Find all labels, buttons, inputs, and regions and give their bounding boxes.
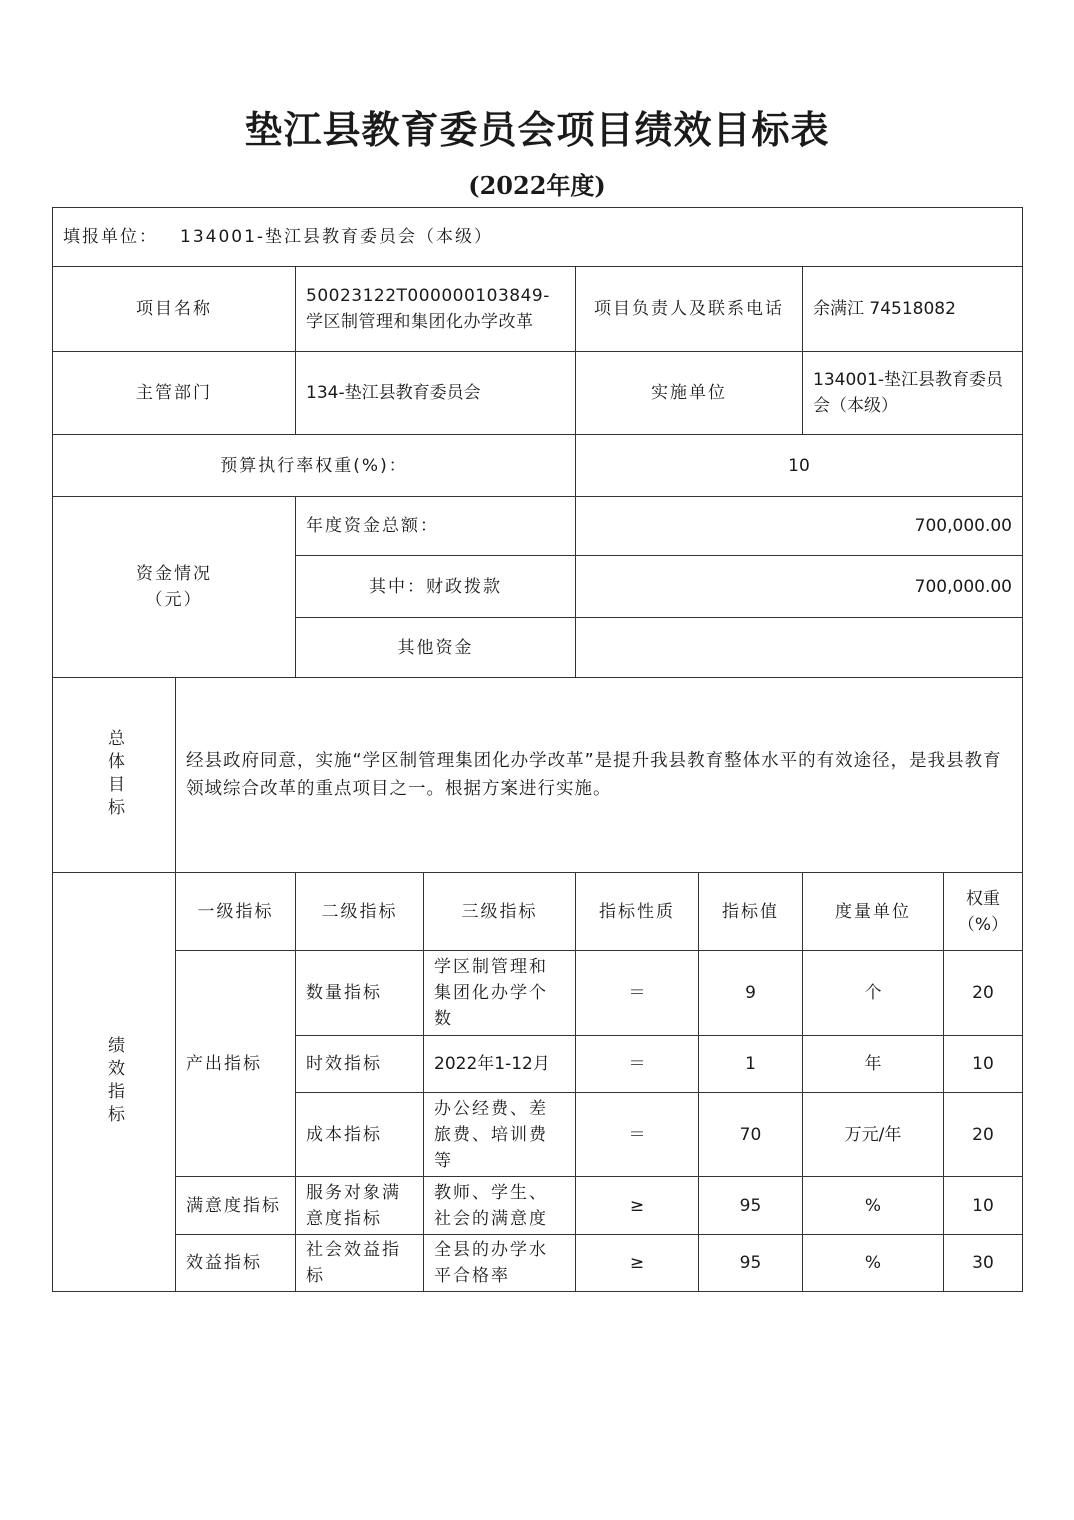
level1-satisfaction: 满意度指标 — [175, 1176, 296, 1235]
funds-label: 资金情况（元） — [52, 496, 296, 678]
table-row-0-level2: 数量指标 — [295, 950, 424, 1036]
table-row-2-nature: ＝ — [575, 1092, 699, 1177]
funds-other-value — [575, 617, 1023, 678]
dept-value: 134-垫江县教育委员会 — [295, 351, 576, 435]
impl-label: 实施单位 — [575, 351, 803, 435]
table-row-3-value: 95 — [698, 1176, 803, 1235]
funds-total-label: 年度资金总额： — [295, 496, 576, 556]
indicators-label: 绩效指标 — [104, 1036, 124, 1128]
table-row-2-unit: 万元/年 — [802, 1092, 944, 1177]
funds-other-label: 其他资金 — [295, 617, 576, 678]
fill-unit-value: 134001-垫江县教育委员会（本级） — [180, 227, 494, 247]
table-row-0-level3: 学区制管理和集团化办学个数 — [423, 950, 576, 1036]
col-header-level3: 三级指标 — [423, 872, 576, 951]
table-row-2-weight: 20 — [943, 1092, 1023, 1177]
table-row-4-level2: 社会效益指标 — [295, 1234, 424, 1292]
budget-rate-label: 预算执行率权重(%)： — [52, 434, 576, 497]
dept-label: 主管部门 — [52, 351, 296, 435]
goal-label-cell — [52, 677, 176, 873]
table-row-3-level2: 服务对象满意度指标 — [295, 1176, 424, 1235]
table-row-2-level3: 办公经费、差旅费、培训费等 — [423, 1092, 576, 1177]
col-header-weight: 权重（%） — [943, 872, 1023, 951]
table-row-1-level2: 时效指标 — [295, 1035, 424, 1093]
table-row-1-level3: 2022年1-12月 — [423, 1035, 576, 1093]
impl-value: 134001-垫江县教育委员会（本级） — [802, 351, 1023, 435]
goal-text: 经县政府同意，实施“学区制管理集团化办学改革”是提升我县教育整体水平的有效途径，是我县教育领域综合改革的重点项目之一。根据方案进行实施。 — [175, 677, 1023, 873]
table-row-1-value: 1 — [698, 1035, 803, 1093]
table-row-4-unit: % — [802, 1234, 944, 1292]
col-header-unit: 度量单位 — [802, 872, 944, 951]
table-row-0-weight: 20 — [943, 950, 1023, 1036]
table-row-3-level3: 教师、学生、社会的满意度 — [423, 1176, 576, 1235]
col-header-nature: 指标性质 — [575, 872, 699, 951]
table-row-1-nature: ＝ — [575, 1035, 699, 1093]
fill-unit-row — [52, 207, 1023, 267]
fill-unit-label: 填报单位： — [63, 227, 158, 247]
contact-value: 余满江 74518082 — [802, 266, 1023, 352]
level1-benefit: 效益指标 — [175, 1234, 296, 1292]
project-name-label: 项目名称 — [52, 266, 296, 352]
table-row-3-weight: 10 — [943, 1176, 1023, 1235]
table-row-2-level2: 成本指标 — [295, 1092, 424, 1177]
table-row-0-value: 9 — [698, 950, 803, 1036]
contact-label: 项目负责人及联系电话 — [575, 266, 803, 352]
table-row-2-value: 70 — [698, 1092, 803, 1177]
indicators-label-cell — [52, 872, 176, 1292]
table-row-4-weight: 30 — [943, 1234, 1023, 1292]
table-row-3-unit: % — [802, 1176, 944, 1235]
col-header-level1: 一级指标 — [175, 872, 296, 951]
col-header-value: 指标值 — [698, 872, 803, 951]
table-row-3-nature: ≥ — [575, 1176, 699, 1235]
page-title: 垫江县教育委员会项目绩效目标表 — [244, 107, 830, 152]
page-subtitle: (2022年度) — [468, 171, 606, 200]
table-row-0-unit: 个 — [802, 950, 944, 1036]
project-name-value: 50023122T000000103849-学区制管理和集团化办学改革 — [295, 266, 576, 352]
budget-rate-value: 10 — [575, 434, 1023, 497]
col-header-level2: 二级指标 — [295, 872, 424, 951]
funds-total-value: 700,000.00 — [575, 496, 1023, 556]
table-row-1-unit: 年 — [802, 1035, 944, 1093]
funds-fiscal-value: 700,000.00 — [575, 555, 1023, 618]
table-row-4-value: 95 — [698, 1234, 803, 1292]
table-row-4-level3: 全县的办学水平合格率 — [423, 1234, 576, 1292]
table-row-1-weight: 10 — [943, 1035, 1023, 1093]
funds-fiscal-label: 其中：财政拨款 — [295, 555, 576, 618]
table-row-4-nature: ≥ — [575, 1234, 699, 1292]
table-row-0-nature: ＝ — [575, 950, 699, 1036]
goal-label: 总体目标 — [104, 729, 124, 821]
level1-output: 产出指标 — [175, 950, 296, 1177]
